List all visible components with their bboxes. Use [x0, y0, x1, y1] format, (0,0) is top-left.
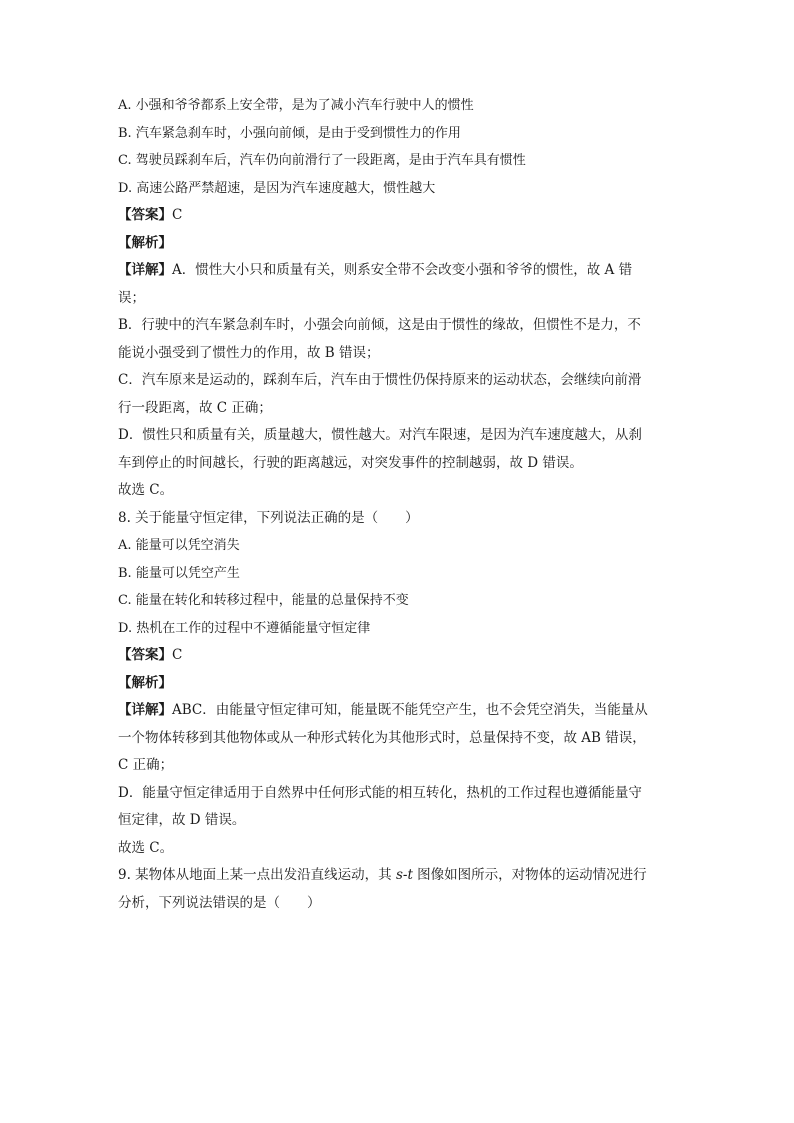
q9-stem-variable: s-t	[395, 867, 413, 883]
q7-answer	[118, 202, 678, 230]
q8-answer	[118, 642, 678, 670]
q9-stem-line2: 分析，下列说法错误的是（ ）	[118, 894, 321, 911]
q8-detail-text: ABC．由能量守恒定律可知，能量既不能凭空产生，也不会凭空消失，当能量从	[172, 702, 648, 718]
q7-detail-line: D．惯性只和质量有关，质量越大，惯性越大。对汽车限速，是因为汽车速度越大，从刹	[118, 427, 642, 443]
q7-detail-line: 车到停止的时间越长，行驶的距离越远，对突发事件的控制越弱，故 D 错误。	[118, 454, 583, 471]
q8-answer-label: 【答案】	[118, 647, 172, 663]
q8-answer-value: C	[172, 647, 183, 663]
q8-option-d: D. 热机在工作的过程中不遵循能量守恒定律	[118, 620, 371, 636]
q7-answer-label: 【答案】	[118, 207, 172, 223]
q8-detail-line: D．能量守恒定律适用于自然界中任何形式能的相互转化，热机的工作过程也遵循能量守	[118, 784, 642, 801]
q8-conclusion: 故选 C。	[118, 839, 174, 856]
document-page	[118, 92, 678, 917]
q8-option-c: C. 能量在转化和转移过程中，能量的总量保持不变	[118, 593, 409, 608]
q7-detail-line	[118, 257, 678, 285]
q7-option-d: D. 高速公路严禁超速，是因为汽车速度越大，惯性越大	[118, 180, 436, 196]
q9-stem	[118, 862, 678, 890]
q8-option-a: A. 能量可以凭空消失	[118, 538, 240, 553]
q7-detail-line: B．行驶中的汽车紧急刹车时，小强会向前倾，这是由于惯性的缘故，但惯性不是力，不	[118, 317, 641, 333]
q8-detail-label: 【详解】	[118, 702, 172, 718]
q7-answer-value: C	[172, 207, 183, 223]
q7-detail-label: 【详解】	[118, 262, 172, 278]
q8-detail-line	[118, 697, 678, 725]
q7-detail-line: 误；	[118, 289, 145, 306]
q9-stem-post: 图像如图所示，对物体的运动情况进行	[412, 867, 647, 883]
q7-option-c: C. 驾驶员踩刹车后，汽车仍向前滑行了一段距离，是由于汽车具有惯性	[118, 153, 526, 168]
q7-option-b: B. 汽车紧急刹车时，小强向前倾，是由于受到惯性力的作用	[118, 125, 461, 141]
q8-detail-line: 一个物体转移到其他物体或从一种形式转化为其他形式时，总量保持不变，故 AB 错误，	[118, 729, 646, 746]
q7-option-a: A. 小强和爷爷都系上安全带，是为了减小汽车行驶中人的惯性	[118, 98, 474, 113]
q7-detail-text: A．惯性大小只和质量有关，则系安全带不会改变小强和爷爷的惯性，故 A 错	[172, 262, 633, 278]
q7-conclusion: 故选 C。	[118, 482, 174, 498]
q7-detail-line: 行一段距离，故 C 正确；	[118, 399, 272, 416]
q7-detail-line: 能说小强受到了惯性力的作用，故 B 错误；	[118, 344, 380, 361]
q9-stem-pre: 9. 某物体从地面上某一点出发沿直线运动，其	[118, 867, 396, 883]
q7-analysis-label: 【解析】	[118, 234, 172, 251]
q7-detail-line: C．汽车原来是运动的，踩刹车后，汽车由于惯性仍保持原来的运动状态，会继续向前滑	[118, 372, 642, 388]
q8-detail-line: 恒定律，故 D 错误。	[118, 812, 246, 828]
q8-stem: 8. 关于能量守恒定律，下列说法正确的是（ ）	[118, 509, 419, 526]
q8-analysis-label: 【解析】	[118, 674, 172, 691]
q8-detail-line: C 正确；	[118, 757, 174, 773]
q8-option-b: B. 能量可以凭空产生	[118, 565, 240, 581]
